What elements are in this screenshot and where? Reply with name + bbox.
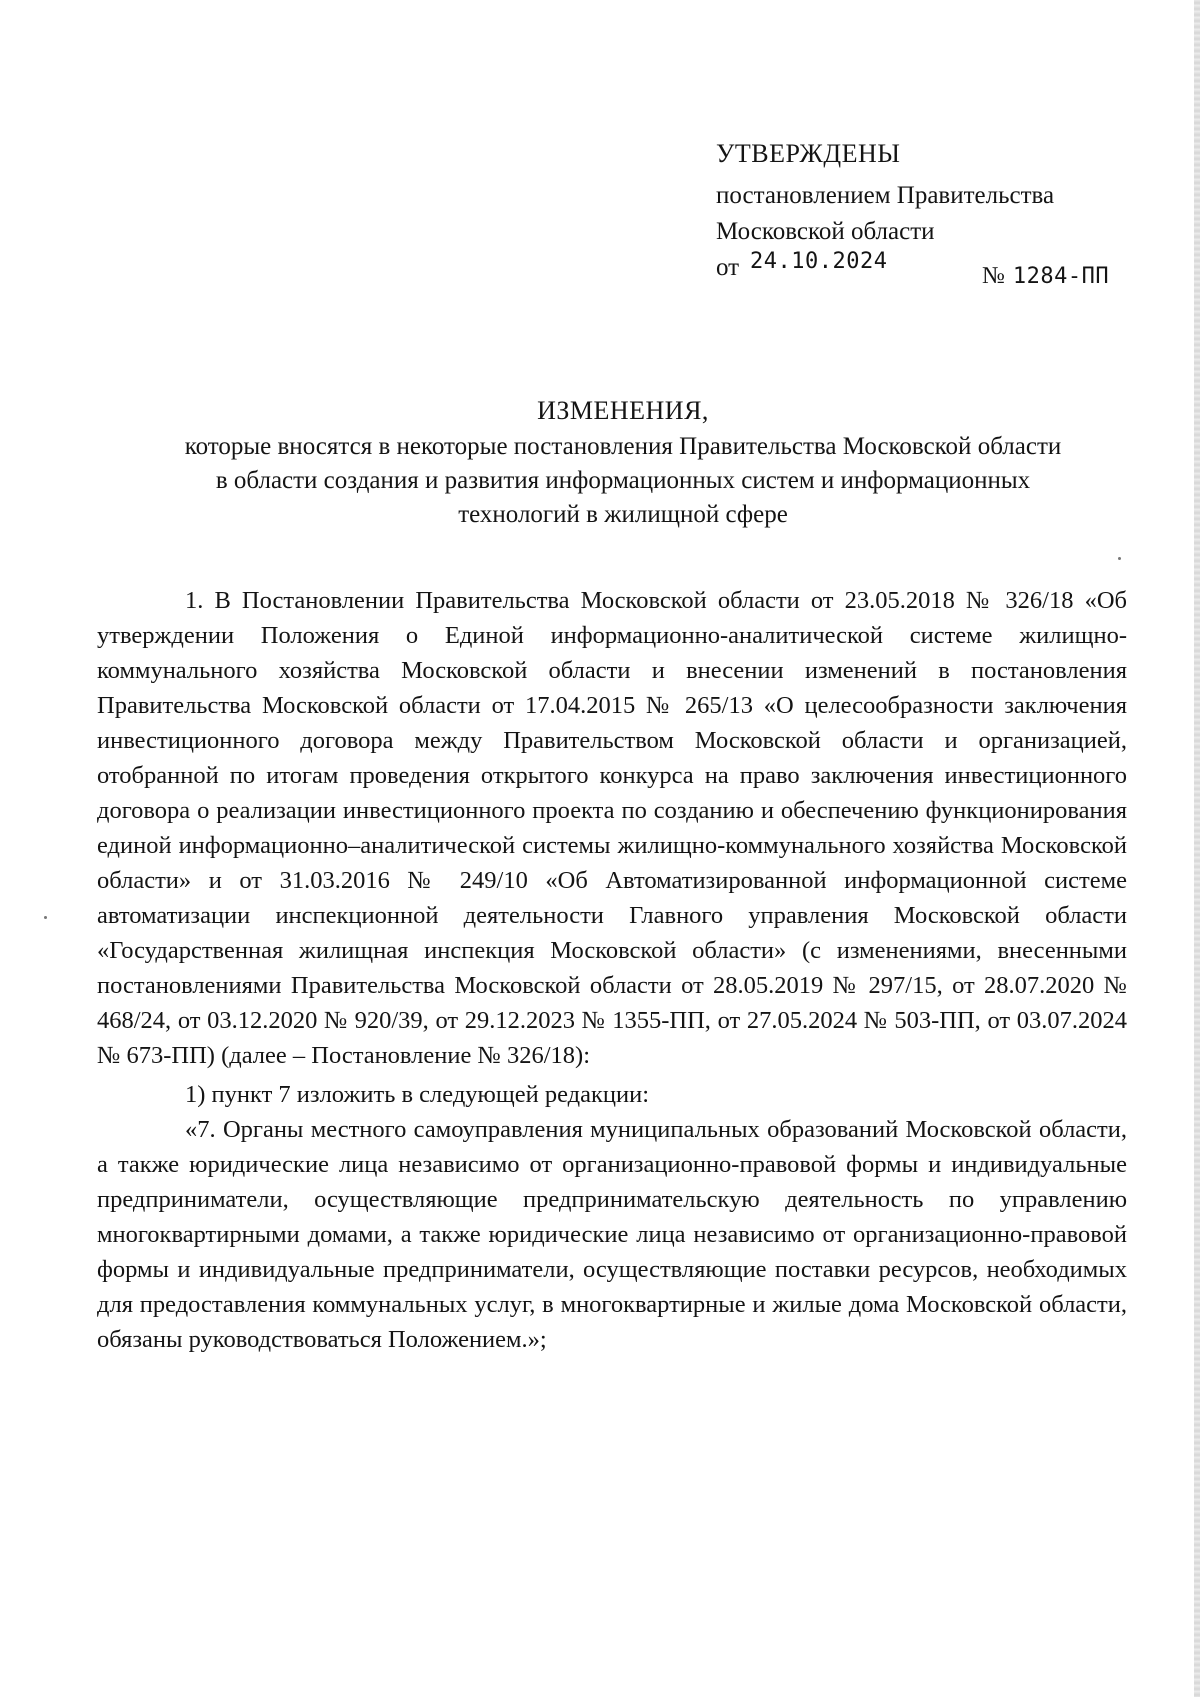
approval-date: 24.10.2024 (750, 249, 888, 274)
quoted-clause-7: «7. Органы местного самоуправления муниципальных образований Московской области, а также юридические лица независимо от организационно-правовой формы и индивидуальные предприниматели, осуществляющие предпринимательскую деятельность по управлению многоквартирными домами, а также юридические лица независимо от организационно-правовой формы и индивидуальные предприниматели, осуществляющие поставки ресурсов, необходимых для предоставления коммунальных услуг, в многоквартирные и жилые дома Московской области, обязаны руководствоваться Положением.»; (97, 1116, 1127, 1353)
document-title (118, 394, 1128, 532)
title-heading: ИЗМЕНЕНИЯ, (537, 396, 709, 425)
approval-number: 1284-ПП (1012, 264, 1110, 289)
number-sign: № (982, 263, 1005, 289)
approved-heading: УТВЕРЖДЕНЫ (716, 139, 901, 168)
scan-edge (1194, 0, 1200, 1697)
title-line-1: которые вносятся в некоторые постановления Правительства Московской области (184, 433, 1062, 460)
approval-line-2: Московской области (716, 218, 935, 245)
approval-stamp (716, 136, 1110, 290)
subpoint-1: 1) пункт 7 изложить в следующей редакции: (185, 1081, 650, 1108)
scan-speck (44, 916, 47, 919)
document-body (97, 583, 1127, 1357)
paragraph-1: 1. В Постановлении Правительства Московской области от 23.05.2018 № 326/18 «Об утверждении Положения о Единой информационно-аналитической системе жилищно-коммунального хозяйства Московской области и внесении изменений в постановления Правительства Московской области от 17.04.2015 № 265/13 «О целесообразности заключения инвестиционного договора между Правительством Московской области и организацией, отобранной по итогам проведения открытого конкурса на право заключения инвестиционного договора о реализации инвестиционного проекта по созданию и обеспечению функционирования единой информационно–аналитической системы жилищно-коммунального хозяйства Московской области» и от 31.03.2016 № 249/10 «Об Автоматизированной информационной системе автоматизации инспекционной деятельности Главного управления Московской области «Государственная жилищная инспекция Московской области» (с изменениями, внесенными постановлениями Правительства Московской области от 28.05.2019 № 297/15, от 28.07.2020 № 468/24, от 03.12.2020 № 920/39, от 29.12.2023 № 1355-ПП, от 27.05.2024 № 503-ПП, от 03.07.2024 № 673-ПП) (далее – Постановление № 326/18): (97, 587, 1127, 1069)
approval-date-row (716, 249, 1110, 290)
approval-line-1: постановлением Правительства (716, 182, 1055, 209)
date-prefix: от (716, 254, 740, 281)
title-line-3: технологий в жилищной сфере (458, 501, 788, 528)
scan-speck (1118, 557, 1121, 560)
approval-number-block (982, 258, 1109, 295)
title-line-2: в области создания и развития информационных систем и информационных (215, 467, 1031, 494)
